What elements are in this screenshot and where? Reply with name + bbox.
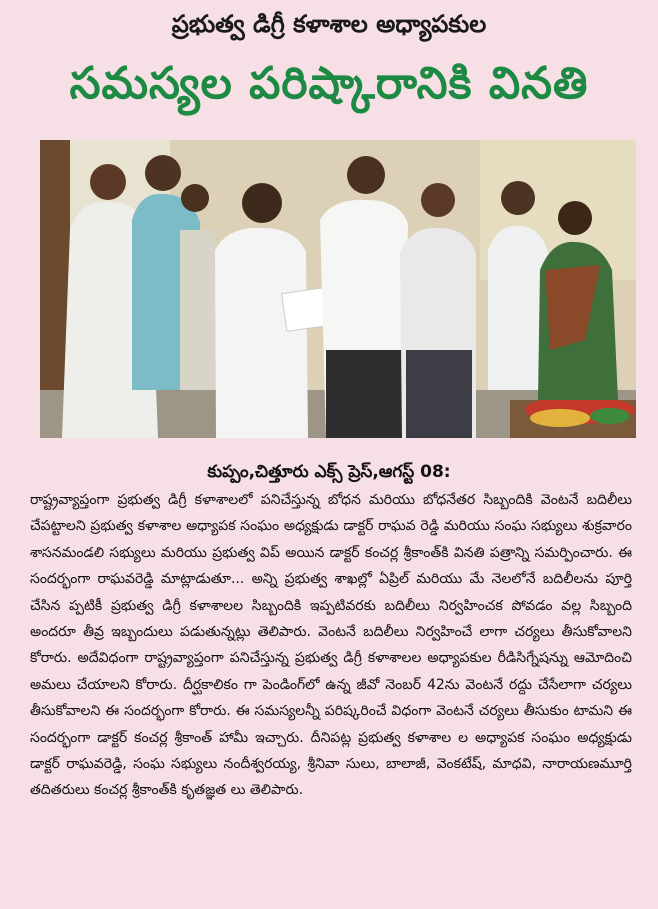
news-photo	[40, 140, 636, 438]
article-body: రాష్ట్రవ్యాప్తంగా ప్రభుత్వ డిగ్రీ కళాశాలలో పనిచేస్తున్న బోధన మరియు బోధనేతర సిబ్బందికి వెంటనే బదిలీలు చేపట్టాలని ప్రభుత్వ కళాశాల అధ్యాపక సంఘం అధ్యక్షుడు డాక్టర్ రాఘవ రెడ్డి మరియు సంఘ సభ్యులు శుక్రవారం శాసనమండలి సభ్యులు మరియు ప్రభుత్వ విప్ అయిన డాక్టర్ కంచర్ల శ్రీకాంత్‌కి వినతి పత్రాన్ని సమర్పించారు. ఈ సందర్భంగా రాఘవరెడ్డి మాట్లాడుతూ... అన్ని ప్రభుత్వ శాఖల్లో ఏప్రిల్ మరియు మే నెలలోనే బదిలీలను పూర్తి చేసిన ప్పటికీ ప్రభుత్వ డిగ్రీ కళాశాలల సిబ్బందికి ఇప్పటివరకు బదిలీలు నిర్వహించక పోవడం వల్ల సిబ్బంది అందరూ తీవ్ర ఇబ్బందులు పడుతున్నట్లు తెలిపారు. వెంటనే బదిలీలు నిర్వహించే లాగా చర్యలు తీసుకోవాలని కోరారు. అదేవిధంగా రాష్ట్రవ్యాప్తంగా పనిచేస్తున్న ప్రభుత్వ డిగ్రీ కళాశాలల అధ్యాపకుల రీడిసిగ్నేషన్ను ఆమోదించి అమలు చేయాలని కోరారు. దీర్ఘకాలికం గా పెండింగ్‌లో ఉన్న జీవో నెంబర్ 42ను వెంటనే రద్దు చేసేలాగా చర్యలు తీసుకోవాలని ఈ సందర్భంగా కోరారు. ఈ సమస్యలన్నీ పరిష్కరించే విధంగా వెంటనే చర్యలు తీసుకుం టామని ఈ సందర్భంగా డాక్టర్ కంచర్ల శ్రీకాంత్ హామీ ఇచ్చారు. దీనిపట్ల ప్రభుత్వ కళాశాల ల అధ్యాపక సంఘం అధ్యక్షుడు డాక్టర్ రాఘవరెడ్డి, సంఘ సభ్యులు నందీశ్వరయ్య, శ్రీనివా సులు, బాలాజీ, వెంకటేష్, మాధవి, నారాయణమూర్తి తదితరులు కంచర్ల శ్రీకాంత్‌కి కృతజ్ఞత లు తెలిపారు.	[30, 492, 632, 799]
article-headline: సమస్యల పరిష్కారానికి వినతి	[69, 58, 589, 109]
article-dateline: కుప్పం,చిత్తూరు ఎక్స్ ప్రెస్,ఆగస్ట్ 08:	[207, 462, 451, 482]
article-kicker: ప్రభుత్వ డిగ్రీ కళాశాల అధ్యాపకుల	[171, 10, 487, 38]
